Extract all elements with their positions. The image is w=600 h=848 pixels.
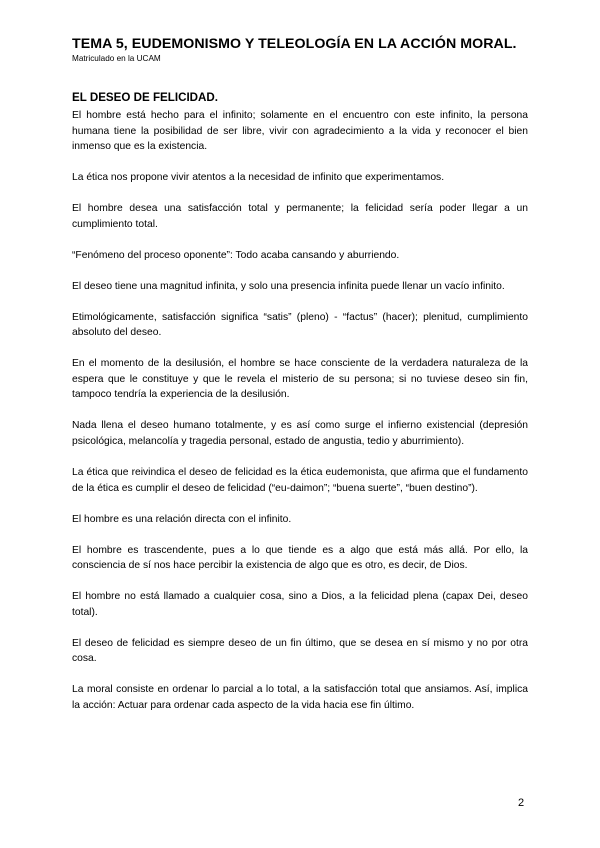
paragraph: El hombre está hecho para el infinito; solamente en el encuentro con este infinito, la persona humana tiene la posibilidad de ser libre, vivir con agradecimiento a la vida y reconocer el bien inmenso que es la existencia.	[72, 110, 528, 153]
paragraph: En el momento de la desilusión, el hombre se hace consciente de la verdadera naturaleza de la espera que le constituye y que le revela el misterio de su persona; si no tuviese deseo sin fin, tampoco tendría la experiencia de la desilusión.	[72, 358, 528, 401]
body-text	[72, 108, 528, 714]
paragraph: Etimológicamente, satisfacción significa “satis” (pleno) - “factus” (hacer); plenitud, cumplimiento absoluto del deseo.	[72, 311, 528, 339]
paragraph: La ética que reivindica el deseo de felicidad es la ética eudemonista, que afirma que el fundamento de la ética es cumplir el deseo de felicidad (“eu-daimon”; “buena suerte”, “buen destino”).	[72, 467, 528, 494]
paragraph: El hombre es trascendente, pues a lo que tiende es a algo que está más allá. Por ello, la consciencia de sí nos hace percibir la existencia de algo que es otro, es decir, de Dios.	[72, 544, 528, 572]
paragraph: El hombre no está llamado a cualquier cosa, sino a Dios, a la felicidad plena (capax Dei, deseo total).	[72, 591, 528, 618]
document-subtitle: Matriculado en la UCAM	[72, 54, 161, 63]
paragraph: El hombre desea una satisfacción total y permanente; la felicidad sería poder llegar a un cumplimiento total.	[72, 203, 528, 230]
page-number: 2	[518, 797, 525, 809]
paragraph: El deseo tiene una magnitud infinita, y solo una presencia infinita puede llenar un vacío infinito.	[72, 280, 505, 292]
paragraph: La ética nos propone vivir atentos a la necesidad de infinito que experimentamos.	[72, 172, 445, 184]
paragraph: El hombre es una relación directa con el infinito.	[72, 513, 292, 525]
paragraph: La moral consiste en ordenar lo parcial a lo total, a la satisfacción total que ansiamos. Así, implica la acción: Actuar para ordenar cada aspecto de la vida hacia ese fin último.	[72, 684, 528, 711]
document-title: TEMA 5, EUDEMONISMO Y TELEOLOGÍA EN LA ACCIÓN MORAL.	[72, 36, 517, 52]
document-page	[72, 36, 528, 729]
paragraph: El deseo de felicidad es siempre deseo de un fin último, que se desea en sí mismo y no por otra cosa.	[72, 637, 528, 665]
paragraph: “Fenómeno del proceso oponente”: Todo acaba cansando y aburriendo.	[72, 249, 400, 261]
section-heading: EL DESEO DE FELICIDAD.	[72, 91, 219, 104]
paragraph: Nada llena el deseo humano totalmente, y es así como surge el infierno existencial (depresión psicológica, melancolía y tragedia personal, estado de angustia, tedio y aburrimiento).	[72, 420, 528, 448]
